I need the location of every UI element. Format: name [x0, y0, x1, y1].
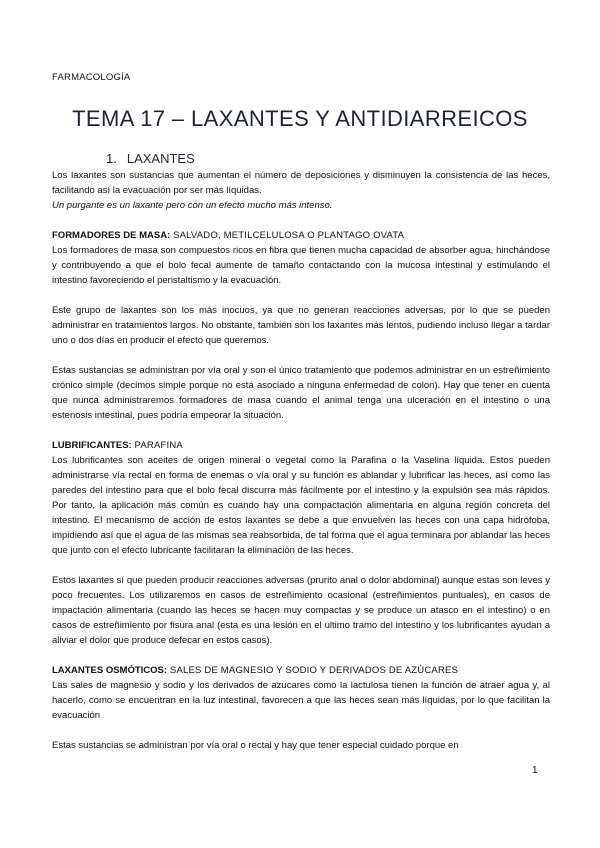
document-body	[52, 168, 550, 753]
subheading-examples: PARAFINA	[131, 440, 183, 451]
page-header: FARMACOLOGÍA	[52, 72, 131, 83]
subheading-examples: SALVADO, METILCELULOSA O PLANTAGO OVATA	[170, 230, 405, 241]
section-number: 1.	[106, 151, 117, 166]
subheading-examples: SALES DE MAGNESIO Y SODIO Y DERIVADOS DE AZÚCARES	[167, 665, 459, 676]
subheading-label: LUBRIFICANTES:	[52, 440, 132, 451]
paragraph: Las sales de magnesio y sodio y los derivados de azucares como la lactulosa tienen la función de atraer agua y, al hacerlo, como se encuentran en la luz intestinal, favorecen a que las heces sean más líquidas, por lo que facilitan la evacuación	[52, 680, 550, 721]
subheading-label: FORMADORES DE MASA:	[52, 230, 171, 241]
paragraph: Los lubrificantes son aceites de origen mineral o vegetal como la Parafina o la Vaselina líquida. Estos pueden administrarse vía rectal en forma de enemas o vía oral y su función es ablandar y lubrificar las heces, así como las paredes del intestino para que el bolo fecal discurra más fácilmente por el intestino y la expulsión sea más rápidos. Por tanto, la aplicación más común es cuando hay una compactación alimentaria en alguna región concreta del intestino. El mecanismo de acción de estos laxantes se debe a que envuelven las heces con una capa hidrófoba, impidiendo así que el agua de las mismas sea reabsorbida, de tal forma que el agua terminara por ablandar las heces que junto con el efecto lubricante facilitaran la eliminación de las heces.	[52, 455, 550, 556]
section-heading	[106, 151, 195, 166]
section-title-text: LAXANTES	[126, 151, 195, 166]
subheading-lubrificantes	[52, 438, 550, 453]
document-title: TEMA 17 – LAXANTES Y ANTIDIARREICOS	[72, 106, 528, 131]
paragraph: Los formadores de masa son compuestos ricos en fibra que tienen mucha capacidad de absorber agua, hinchándose y contribuyendo a que el bolo fecal aumente de tamaño contactando con la mucosa intestinal y estimulando el intestino favoreciendo el peristaltismo y la evacuación.	[52, 245, 550, 286]
subheading-formadores-masa	[52, 228, 550, 243]
paragraph: Estas sustancias se administran por vía oral o rectal y hay que tener especial cuidado porque en	[52, 740, 459, 751]
paragraph: Estos laxantes sí que pueden producir reacciones adversas (prurito anal o dolor abdominal) aunque estas son leves y poco frecuentes. Los utilizaremos en casos de estreñimiento ocasional (estreñimientos puntuales), en casos de impactación alimentaria (cuando las heces se hacen muy compactas y se produce un atasco en el intestino) o en casos de estreñimiento por fisura anal (esta es una lesión en el ultimo tramo del intestino y los lubrificantes ayudan a aliviar el dolor que produce defecar en estos casos).	[52, 575, 550, 646]
intro-italic-note: Un purgante es un laxante pero con un efecto mucho más intenso.	[52, 200, 333, 211]
paragraph: Este grupo de laxantes son los más inocuos, ya que no generan reacciones adversas, por lo que se pueden administrar en tratamientos largos. No obstante, también son los laxantes más lentos, pudiendo incluso llegar a tardar uno o dos días en producir el efecto que queremos.	[52, 305, 550, 346]
subheading-laxantes-osmoticos	[52, 663, 550, 678]
paragraph: Estas sustancias se administran por vía oral y son el único tratamiento que podemos administrar en un estreñimiento crónico simple (decimos simple porque no está asociado a ninguna enfermedad de colon). Hay que tener en cuenta que nunca administraremos formadores de masa cuando el animal tenga una ulceración en el intestino o una estenosis intestinal, pues podría empeorar la situación.	[52, 365, 550, 421]
subheading-label: LAXANTES OSMÓTICOS:	[52, 665, 168, 676]
page-number: 1	[532, 765, 538, 776]
intro-paragraph: Los laxantes son sustancias que aumentan el número de deposiciones y disminuyen la consistencia de las heces, facilitando así la evacuación por ser más líquidas.	[52, 170, 550, 196]
